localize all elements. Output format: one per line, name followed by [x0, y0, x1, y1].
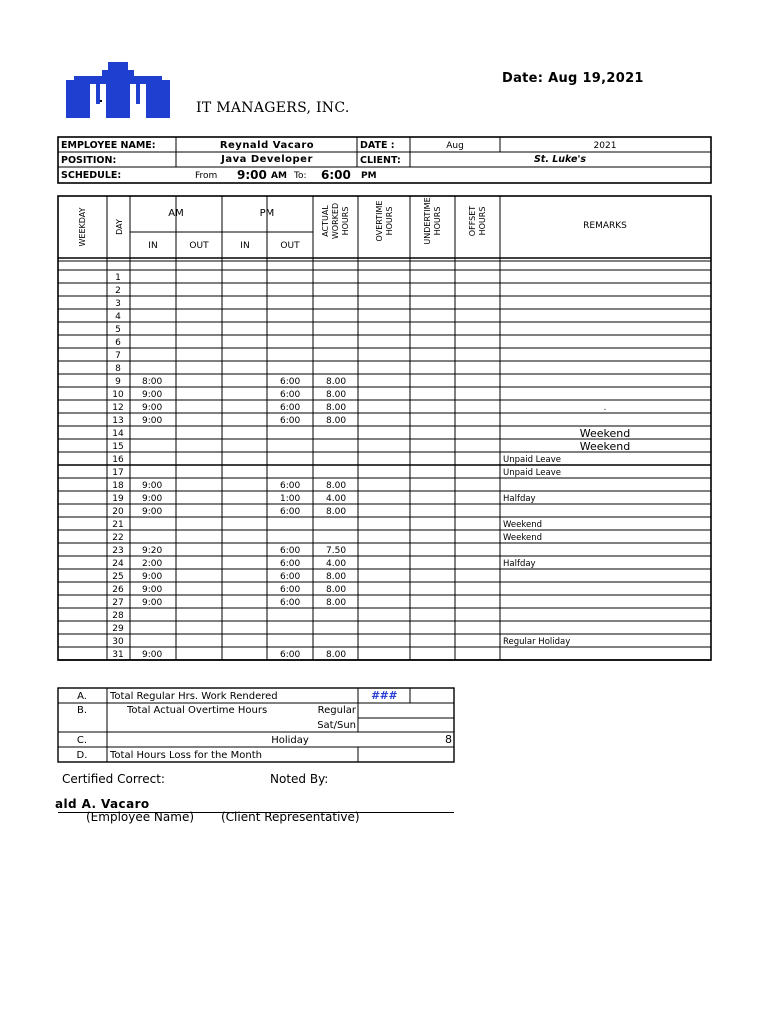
pm-in-header: IN: [240, 241, 250, 251]
row-am-in: 9:00: [142, 650, 163, 660]
row-day: 31: [112, 650, 124, 660]
schedule-label: SCHEDULE:: [61, 170, 122, 181]
summary-b-label: B.: [76, 705, 88, 716]
row-pm-out: 6:00: [280, 390, 301, 400]
row-day: 18: [112, 481, 124, 491]
row-remarks: Unpaid Leave: [503, 468, 561, 478]
row-actual-hours: 8.00: [326, 377, 347, 387]
date-label: DATE :: [360, 140, 395, 151]
overtime-hours-header-line: HOURS: [385, 206, 394, 236]
row-am-in: 9:00: [142, 481, 163, 491]
summary-table: [0, 680, 768, 770]
report-date: Date: Aug 19,2021: [502, 71, 644, 86]
row-actual-hours: 8.00: [326, 598, 347, 608]
company-logo: [66, 62, 170, 118]
row-pm-out: 1:00: [280, 494, 301, 504]
am-in-header: IN: [148, 241, 158, 251]
employee-name-caption: (Employee Name): [86, 810, 195, 824]
row-day: 17: [112, 468, 124, 478]
row-day: 19: [112, 494, 124, 504]
schedule-pm-label: PM: [361, 171, 377, 181]
row-day: 4: [115, 312, 121, 322]
actual-hours-header-line: WORKED: [331, 202, 340, 240]
row-day: 24: [112, 559, 124, 569]
summary-b-regular: Regular: [317, 705, 356, 716]
row-actual-hours: 8.00: [326, 403, 347, 413]
schedule-to-label: To:: [294, 171, 307, 181]
row-actual-hours: 8.00: [326, 390, 347, 400]
row-day: 27: [112, 598, 124, 608]
day-header: DAY: [115, 219, 124, 235]
month-value: Aug: [446, 141, 464, 151]
row-actual-hours: 4.00: [326, 494, 347, 504]
position-value: Java Developer: [221, 154, 313, 165]
am-out-header: OUT: [189, 241, 209, 251]
remarks-header: REMARKS: [583, 221, 627, 231]
row-remarks: Halfday: [503, 559, 536, 569]
row-am-in: 9:20: [142, 546, 163, 556]
row-actual-hours: 7.50: [326, 546, 347, 556]
row-day: 20: [112, 507, 124, 517]
client-representative-caption: (Client Representative): [221, 810, 360, 824]
timesheet-border: [58, 196, 711, 660]
employee-signature-name: ald A. Vacaro: [55, 797, 150, 811]
summary-d-label: D.: [76, 750, 88, 761]
schedule-from-time: 9:00: [237, 168, 267, 182]
row-actual-hours: 8.00: [326, 585, 347, 595]
row-day: 1: [115, 273, 121, 283]
row-am-in: 9:00: [142, 390, 163, 400]
row-day: 29: [112, 624, 124, 634]
row-day: 6: [115, 338, 121, 348]
row-am-in: 9:00: [142, 572, 163, 582]
row-actual-hours: 8.00: [326, 481, 347, 491]
undertime-hours-header-line: UNDERTIME: [423, 197, 432, 245]
row-pm-out: 6:00: [280, 416, 301, 426]
summary-b-text: Total Actual Overtime Hours: [127, 705, 268, 716]
schedule-to-time: 6:00: [321, 168, 351, 182]
summary-d-text: Total Hours Loss for the Month: [110, 750, 262, 761]
row-actual-hours: 8.00: [326, 507, 347, 517]
weekday-header: WEEKDAY: [78, 207, 87, 247]
row-day: 7: [115, 351, 121, 361]
am-header: AM: [168, 208, 184, 219]
company-name: IT MANAGERS, INC.: [196, 100, 350, 116]
row-pm-out: 6:00: [280, 546, 301, 556]
row-am-in: 9:00: [142, 494, 163, 504]
row-remarks: Regular Holiday: [503, 637, 571, 647]
row-remarks: .: [603, 403, 607, 413]
offset-hours-header-line: HOURS: [478, 206, 487, 236]
pm-header: PM: [259, 208, 275, 219]
client-value: St. Luke's: [533, 154, 587, 165]
row-actual-hours: 4.00: [326, 559, 347, 569]
row-remarks: Unpaid Leave: [503, 455, 561, 465]
row-remarks: Weekend: [503, 520, 542, 530]
actual-hours-header-line: HOURS: [341, 206, 350, 236]
row-pm-out: 6:00: [280, 585, 301, 595]
summary-a-value: ###: [371, 689, 397, 702]
employee-name-label: EMPLOYEE NAME:: [61, 140, 156, 151]
undertime-hours-header-line: HOURS: [433, 206, 442, 236]
row-actual-hours: 8.00: [326, 650, 347, 660]
row-am-in: 2:00: [142, 559, 163, 569]
row-am-in: 8:00: [142, 377, 163, 387]
row-day: 30: [112, 637, 124, 647]
row-day: 23: [112, 546, 124, 556]
summary-c-value: 8: [445, 733, 452, 746]
row-day: 22: [112, 533, 124, 543]
row-day: 13: [112, 416, 124, 426]
year-value: 2021: [593, 141, 617, 151]
summary-c-text: Holiday: [271, 735, 309, 746]
summary-b-satsun: Sat/Sun: [317, 720, 356, 731]
row-day: 16: [112, 455, 124, 465]
client-label: CLIENT:: [360, 155, 401, 166]
row-pm-out: 6:00: [280, 403, 301, 413]
row-am-in: 9:00: [142, 416, 163, 426]
noted-by-label: Noted By:: [270, 772, 329, 786]
row-pm-out: 6:00: [280, 598, 301, 608]
row-am-in: 9:00: [142, 598, 163, 608]
row-day: 5: [115, 325, 121, 335]
row-day: 2: [115, 286, 121, 296]
row-pm-out: 6:00: [280, 650, 301, 660]
row-remarks: Weekend: [579, 427, 631, 440]
row-day: 14: [112, 429, 124, 439]
schedule-from-label: From: [195, 171, 218, 181]
pm-out-header: OUT: [280, 241, 300, 251]
row-pm-out: 6:00: [280, 377, 301, 387]
summary-a-label: A.: [77, 691, 87, 702]
row-day: 25: [112, 572, 124, 582]
row-pm-out: 6:00: [280, 507, 301, 517]
actual-hours-header-line: ACTUAL: [321, 205, 330, 237]
row-day: 26: [112, 585, 124, 595]
row-pm-out: 6:00: [280, 559, 301, 569]
row-remarks: Weekend: [579, 440, 631, 453]
row-day: 28: [112, 611, 124, 621]
summary-a-text: Total Regular Hrs. Work Rendered: [110, 691, 278, 702]
schedule-am-label: AM: [271, 171, 287, 181]
row-day: 3: [115, 299, 121, 309]
row-day: 21: [112, 520, 124, 530]
row-remarks: Weekend: [503, 533, 542, 543]
row-actual-hours: 8.00: [326, 416, 347, 426]
row-day: 12: [112, 403, 124, 413]
offset-hours-header-line: OFFSET: [468, 205, 477, 237]
row-day: 10: [112, 390, 124, 400]
row-am-in: 9:00: [142, 585, 163, 595]
summary-c-label: C.: [76, 735, 88, 746]
row-day: 15: [112, 442, 124, 452]
certified-correct-label: Certified Correct:: [62, 772, 165, 786]
row-remarks: Halfday: [503, 494, 536, 504]
row-day: 9: [115, 377, 121, 387]
row-actual-hours: 8.00: [326, 572, 347, 582]
row-pm-out: 6:00: [280, 572, 301, 582]
position-label: POSITION:: [61, 155, 117, 166]
employee-name-value: Reynald Vacaro: [219, 140, 315, 151]
row-am-in: 9:00: [142, 403, 163, 413]
overtime-hours-header-line: OVERTIME: [375, 200, 384, 242]
row-am-in: 9:00: [142, 507, 163, 517]
row-pm-out: 6:00: [280, 481, 301, 491]
row-day: 8: [115, 364, 121, 374]
